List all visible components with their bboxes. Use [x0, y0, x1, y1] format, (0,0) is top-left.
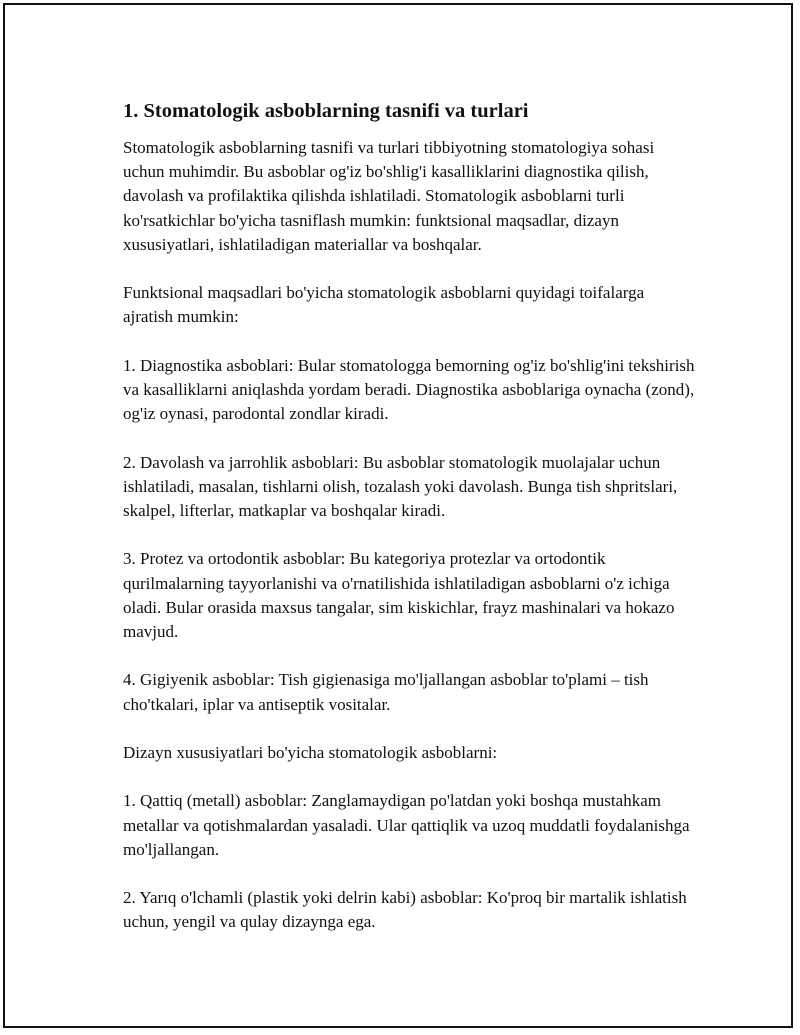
document-body [123, 98, 697, 959]
paragraph-diagnostic-tools: 1. Diagnostika asboblari: Bular stomatologga bemorning og'iz bo'shlig'ini tekshirish va kasalliklarni aniqlashda yordam beradi. Diagnostika asboblariga oynacha (zond), og'iz oynasi, parodontal zondlar kiradi. [123, 355, 695, 424]
paragraph-intro: Stomatologik asboblarning tasnifi va turlari tibbiyotning stomatologiya sohasi uchun muhimdir. Bu asboblar og'iz bo'shlig'i kasalliklarini diagnostika qilish, davolash va profilaktika qilishda ishlatiladi. Stomatologik asboblarni turli ko'rsatkichlar bo'yicha tasniflash mumkin: funktsional maqsadlar, dizayn xususiyatlari, ishlatiladigan materiallar va boshqalar. [123, 138, 655, 254]
paragraph-hygiene-tools: 4. Gigiyenik asboblar: Tish gigienasiga mo'ljallangan asboblar to'plami – tish cho'tkalari, iplar va antiseptik vositalar. [123, 670, 649, 714]
paragraph-prosthetic-tools: 3. Protez va ortodontik asboblar: Bu kategoriya protezlar va ortodontik qurilmalarning tayyorlanishi va o'rnatilishida ishlatiladigan asboblarni o'z ichiga oladi. Bular orasida maxsus tangalar, sim kiskichlar, frayz mashinalari va hokazo mavjud. [123, 549, 675, 641]
page-frame [3, 3, 793, 1028]
paragraph-functional-intro: Funktsional maqsadlari bo'yicha stomatologik asboblarni quyidagi toifalarga ajratish mumkin: [123, 283, 645, 327]
paragraph-treatment-tools: 2. Davolash va jarrohlik asboblari: Bu asboblar stomatologik muolajalar uchun ishlatiladi, masalan, tishlarni olish, tozalash yoki davolash. Bunga tish shpritslari, skalpel, lifterlar, matkaplar va boshqalar kiradi. [123, 452, 678, 520]
paragraph-design-intro: Dizayn xususiyatlari bo'yicha stomatologik asboblarni: [123, 742, 498, 762]
paragraph-hard-tools: 1. Qattiq (metall) asboblar: Zanglamaydigan po'latdan yoki boshqa mustahkam metallar va qotishmalardan yasaladi. Ular qattiqlik va uzoq muddatli foydalanishga mo'ljallangan. [123, 791, 690, 859]
section-heading: 1. Stomatologik asboblarning tasnifi va turlari [123, 100, 529, 122]
paragraph-plastic-tools: 2. Yarıq o'lchamli (plastik yoki delrin kabi) asboblar: Ko'proq bir martalik ishlatish uchun, yengil va qulay dizaynga ega. [123, 888, 687, 932]
